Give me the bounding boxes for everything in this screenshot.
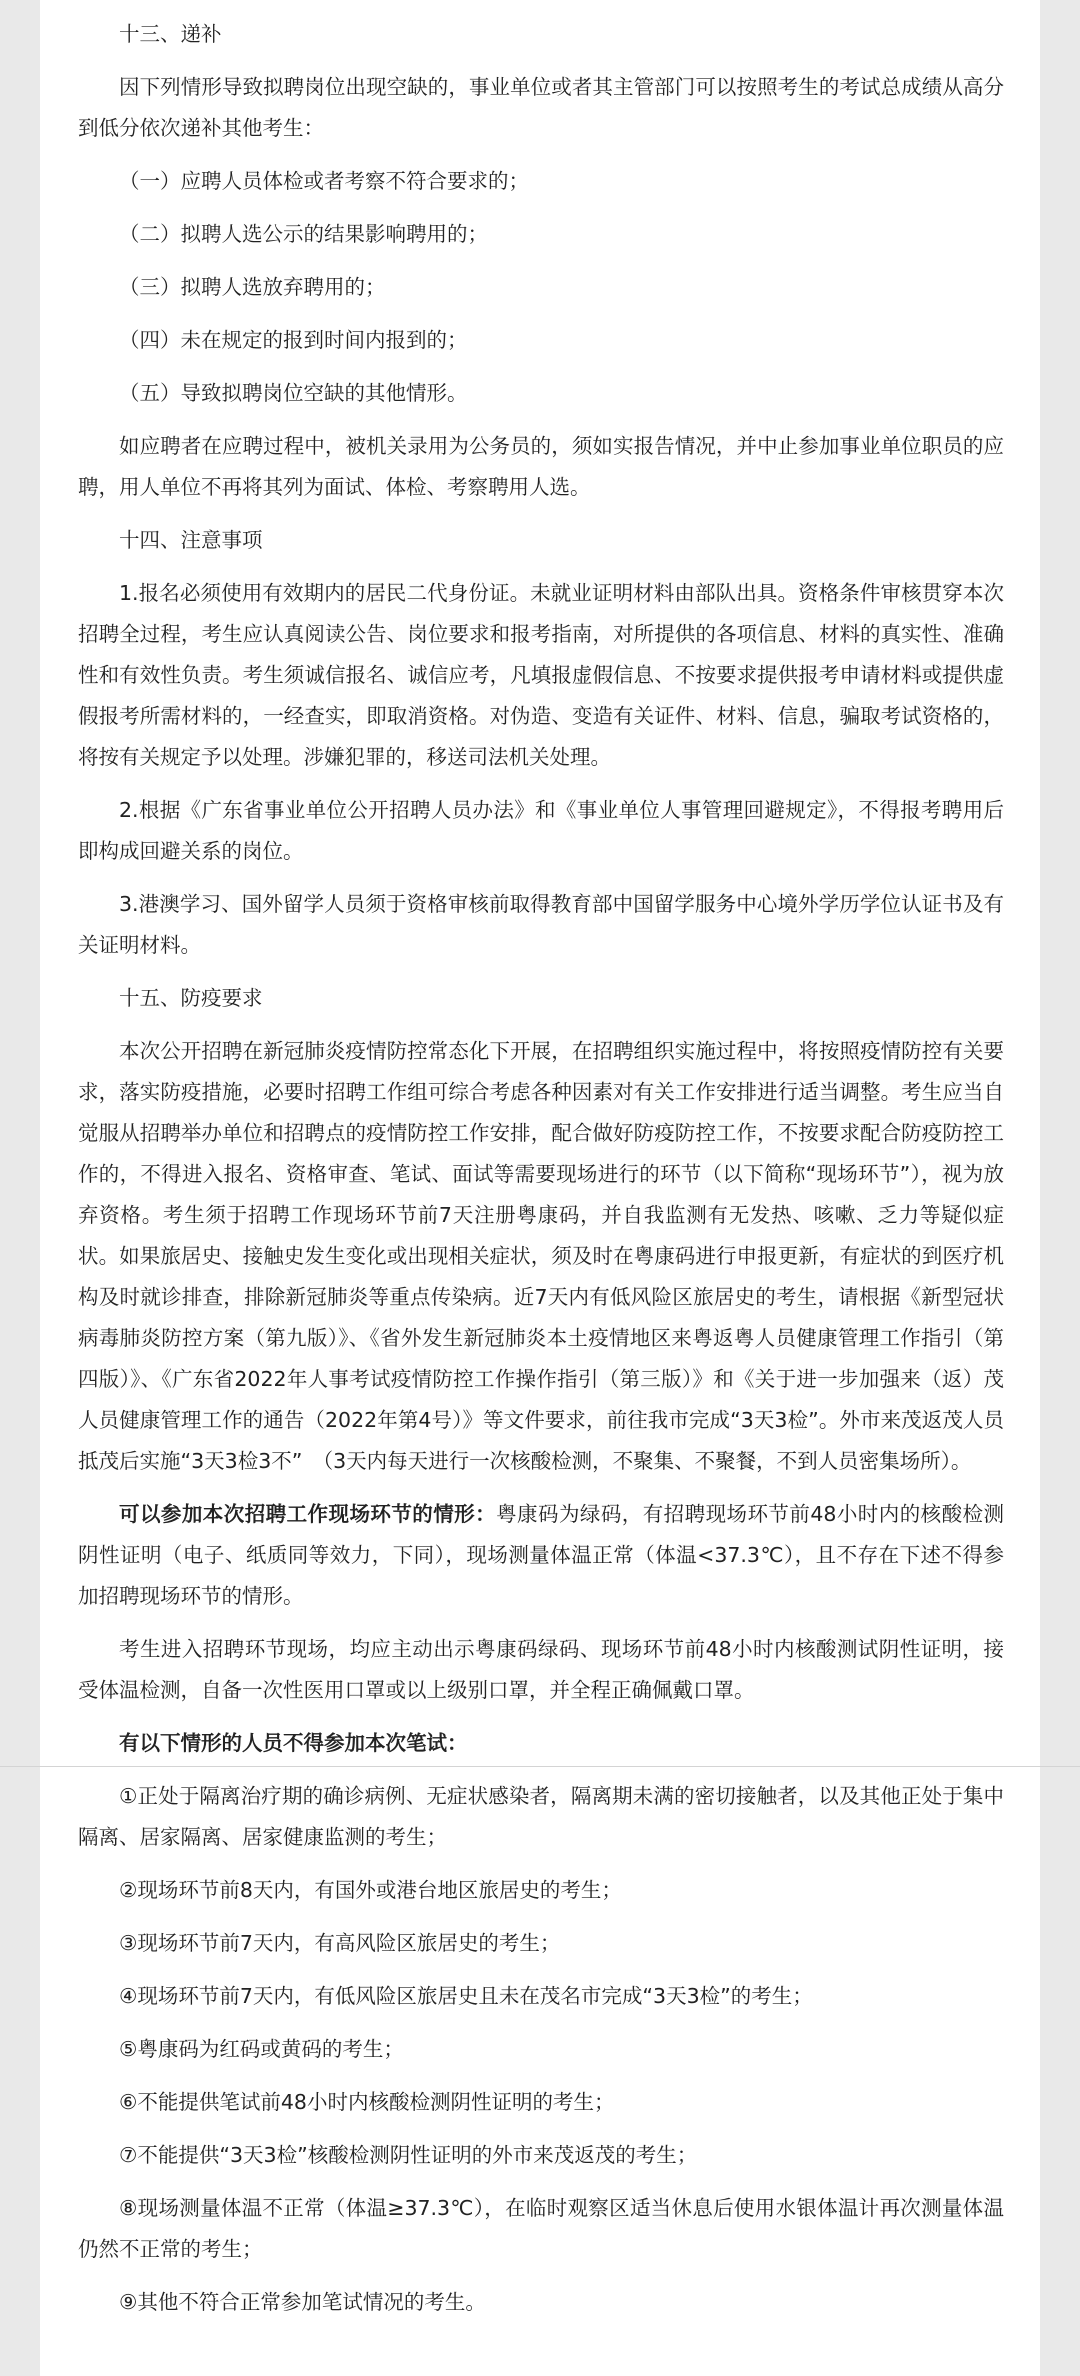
paragraph: 2.根据《广东省事业单位公开招聘人员办法》和《事业单位人事管理回避规定》，不得报考聘用后即构成回避关系的岗位。 xyxy=(78,798,1004,863)
paragraph: 考生进入招聘环节现场，均应主动出示粤康码绿码、现场环节前48小时内核酸测试阴性证明，接受体温检测，自备一次性医用口罩或以上级别口罩，并全程正确佩戴口罩。 xyxy=(78,1637,1004,1702)
list-item: ②现场环节前8天内，有国外或港台地区旅居史的考生； xyxy=(119,1878,622,1902)
screenshot-seam-divider xyxy=(0,1766,1080,1767)
list-item: ④现场环节前7天内，有低风险区旅居史且未在茂名市完成“3天3检”的考生； xyxy=(119,1984,813,2008)
list-item: （三）拟聘人选放弃聘用的； xyxy=(119,275,386,299)
list-item: ⑨其他不符合正常参加笔试情况的考生。 xyxy=(119,2290,486,2314)
list-item: ⑦不能提供“3天3检”核酸检测阴性证明的外市来茂返茂的考生； xyxy=(119,2143,698,2167)
list-item: （四）未在规定的报到时间内报到的； xyxy=(119,328,468,352)
list-item: ③现场环节前7天内，有高风险区旅居史的考生； xyxy=(119,1931,561,1955)
list-item: ①正处于隔离治疗期的确诊病例、无症状感染者，隔离期未满的密切接触者，以及其他正处于集中隔离、居家隔离、居家健康监测的考生； xyxy=(78,1784,1004,1849)
document-page xyxy=(40,0,1040,2376)
exclusion-heading: 有以下情形的人员不得参加本次笔试： xyxy=(119,1731,468,1755)
conditions-lead: 可以参加本次招聘工作现场环节的情形： xyxy=(119,1502,497,1526)
list-item: ⑤粤康码为红码或黄码的考生； xyxy=(119,2037,404,2061)
list-item: （二）拟聘人选公示的结果影响聘用的； xyxy=(119,222,488,246)
paragraph: 本次公开招聘在新冠肺炎疫情防控常态化下开展，在招聘组织实施过程中，将按照疫情防控有关要求，落实防疫措施，必要时招聘工作组可综合考虑各种因素对有关工作安排进行适当调整。考生应当自觉服从招聘举办单位和招聘点的疫情防控工作安排，配合做好防疫防控工作，不按要求配合防疫防控工作的，不得进入报名、资格审查、笔试、面试等需要现场进行的环节（以下简称“现场环节”），视为放弃资格。考生须于招聘工作现场环节前7天注册粤康码，并自我监测有无发热、咳嗽、乏力等疑似症状。如果旅居史、接触史发生变化或出现相关症状，须及时在粤康码进行申报更新，有症状的到医疗机构及时就诊排查，排除新冠肺炎等重点传染病。近7天内有低风险区旅居史的考生，请根据《新型冠状病毒肺炎防控方案（第九版）》、《省外发生新冠肺炎本土疫情地区来粤返粤人员健康管理工作指引（第四版）》、《广东省2022年人事考试疫情防控工作操作指引（第三版）》和《关于进一步加强来（返）茂人员健康管理工作的通告（2022年第4号）》等文件要求，前往我市完成“3天3检”。外市来茂返茂人员抵茂后实施“3天3检3不” （3天内每天进行一次核酸检测，不聚集、不聚餐，不到人员密集场所）。 xyxy=(78,1039,1004,1473)
section-heading-15: 十五、防疫要求 xyxy=(119,986,263,1010)
conditions-paragraph xyxy=(78,1494,1004,1617)
paragraph: 如应聘者在应聘过程中，被机关录用为公务员的，须如实报告情况，并中止参加事业单位职员的应聘，用人单位不再将其列为面试、体检、考察聘用人选。 xyxy=(78,434,1004,499)
list-item: （五）导致拟聘岗位空缺的其他情形。 xyxy=(119,381,468,405)
list-item: ⑧现场测量体温不正常（体温≥37.3℃），在临时观察区适当休息后使用水银体温计再次测量体温仍然不正常的考生； xyxy=(78,2196,1004,2261)
paragraph: 3.港澳学习、国外留学人员须于资格审核前取得教育部中国留学服务中心境外学历学位认证书及有关证明材料。 xyxy=(78,892,1004,957)
list-item: ⑥不能提供笔试前48小时内核酸检测阴性证明的考生； xyxy=(119,2090,615,2114)
conditions-text: 粤康码为绿码，有招聘现场环节前48小时内的核酸检测阴性证明（电子、纸质同等效力，下同），现场测量体温正常（体温<37.3℃），且不存在下述不得参加招聘现场环节的情形。 xyxy=(78,1502,1005,1608)
section-heading-14: 十四、注意事项 xyxy=(119,528,263,552)
list-item: （一）应聘人员体检或者考察不符合要求的； xyxy=(119,169,529,193)
paragraph: 因下列情形导致拟聘岗位出现空缺的，事业单位或者其主管部门可以按照考生的考试总成绩从高分到低分依次递补其他考生： xyxy=(78,75,1004,140)
document-body xyxy=(78,14,1004,2335)
section-heading-13: 十三、递补 xyxy=(119,22,222,46)
paragraph: 1.报名必须使用有效期内的居民二代身份证。未就业证明材料由部队出具。资格条件审核贯穿本次招聘全过程，考生应认真阅读公告、岗位要求和报考指南，对所提供的各项信息、材料的真实性、准确性和有效性负责。考生须诚信报名、诚信应考，凡填报虚假信息、不按要求提供报考申请材料或提供虚假报考所需材料的，一经查实，即取消资格。对伪造、变造有关证件、材料、信息，骗取考试资格的，将按有关规定予以处理。涉嫌犯罪的，移送司法机关处理。 xyxy=(78,581,1004,769)
